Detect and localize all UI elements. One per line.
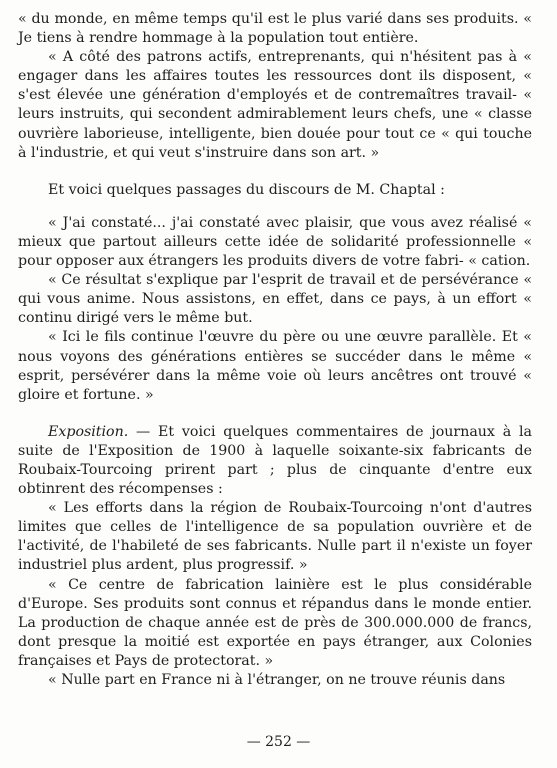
paragraph-2: « A côté des patrons actifs, entreprenants, qui n'hésitent pas à « engager dans les affaires toutes les ressources dont ils disposent, « s'est élevée une génération d'employés et de contremaîtres travail- « leurs instruits, qui secondent admirablement leurs chefs, une « classe ouvrière laborieuse, intelligente, bien douée pour tout ce « qui touche à l'industrie, et qui veut s'instruire dans son art. » [18,49,532,161]
paragraph-exposition [18,423,532,499]
body-text [18,10,532,690]
exposition-heading: Exposition. [48,423,129,440]
paragraph-5: « Ce résultat s'explique par l'esprit de travail et de persévérance « qui vous anime. Nous assistons, en effet, dans ce pays, à un effort « continu dirigé vers le même but. [18,272,532,327]
exposition-text: — Et voici quelques commentaires de journaux à la suite de l'Exposition de 1900 à laquelle soixante-six fabricants de Roubaix-Tourcoing prirent part ; plus de cinquante d'entre eux obtinrent des récompenses : [18,423,532,498]
page-number: — 252 — [246,734,311,750]
paragraph-6: « Ici le fils continue l'œuvre du père ou une œuvre parallèle. Et « nous voyons des générations entières se succéder dans le même « esprit, persévérer dans la même voie où leurs ancêtres ont trouvé « gloire et fortune. » [18,329,532,403]
paragraph-chaptal-intro: Et voici quelques passages du discours de M. Chaptal : [48,181,445,198]
paragraph-10: « Nulle part en France ni à l'étranger, on ne trouve réunis dans [48,672,506,688]
paragraph-4: « J'ai constaté... j'ai constaté avec plaisir, que vous avez réalisé « mieux que partout ailleurs cette idée de solidarité professionnelle « pour opposer aux étrangers les produits divers de votre fabri- « cation. [18,214,532,270]
paragraph-9: « Ce centre de fabrication lainière est le plus considérable d'Europe. Ses produits sont connus et répandus dans le monde entier. La production de chaque année est de près de 300.000.000 de francs, dont presque la moitié est exportée en pays étranger, aux Colonies françaises et Pays de protectorat. » [18,576,532,669]
paragraph-8: « Les efforts dans la région de Roubaix-Tourcoing n'ont d'autres limites que celles de l'intelligence de sa population ouvrière et de l'activité, de l'habileté de ses fabricants. Nulle part il n'existe un foyer industriel plus ardent, plus progressif. » [18,500,532,574]
paragraph-1: « du monde, en même temps qu'il est le plus varié dans ses produits. « Je tiens à rendre hommage à la population tout entière. [18,11,532,47]
